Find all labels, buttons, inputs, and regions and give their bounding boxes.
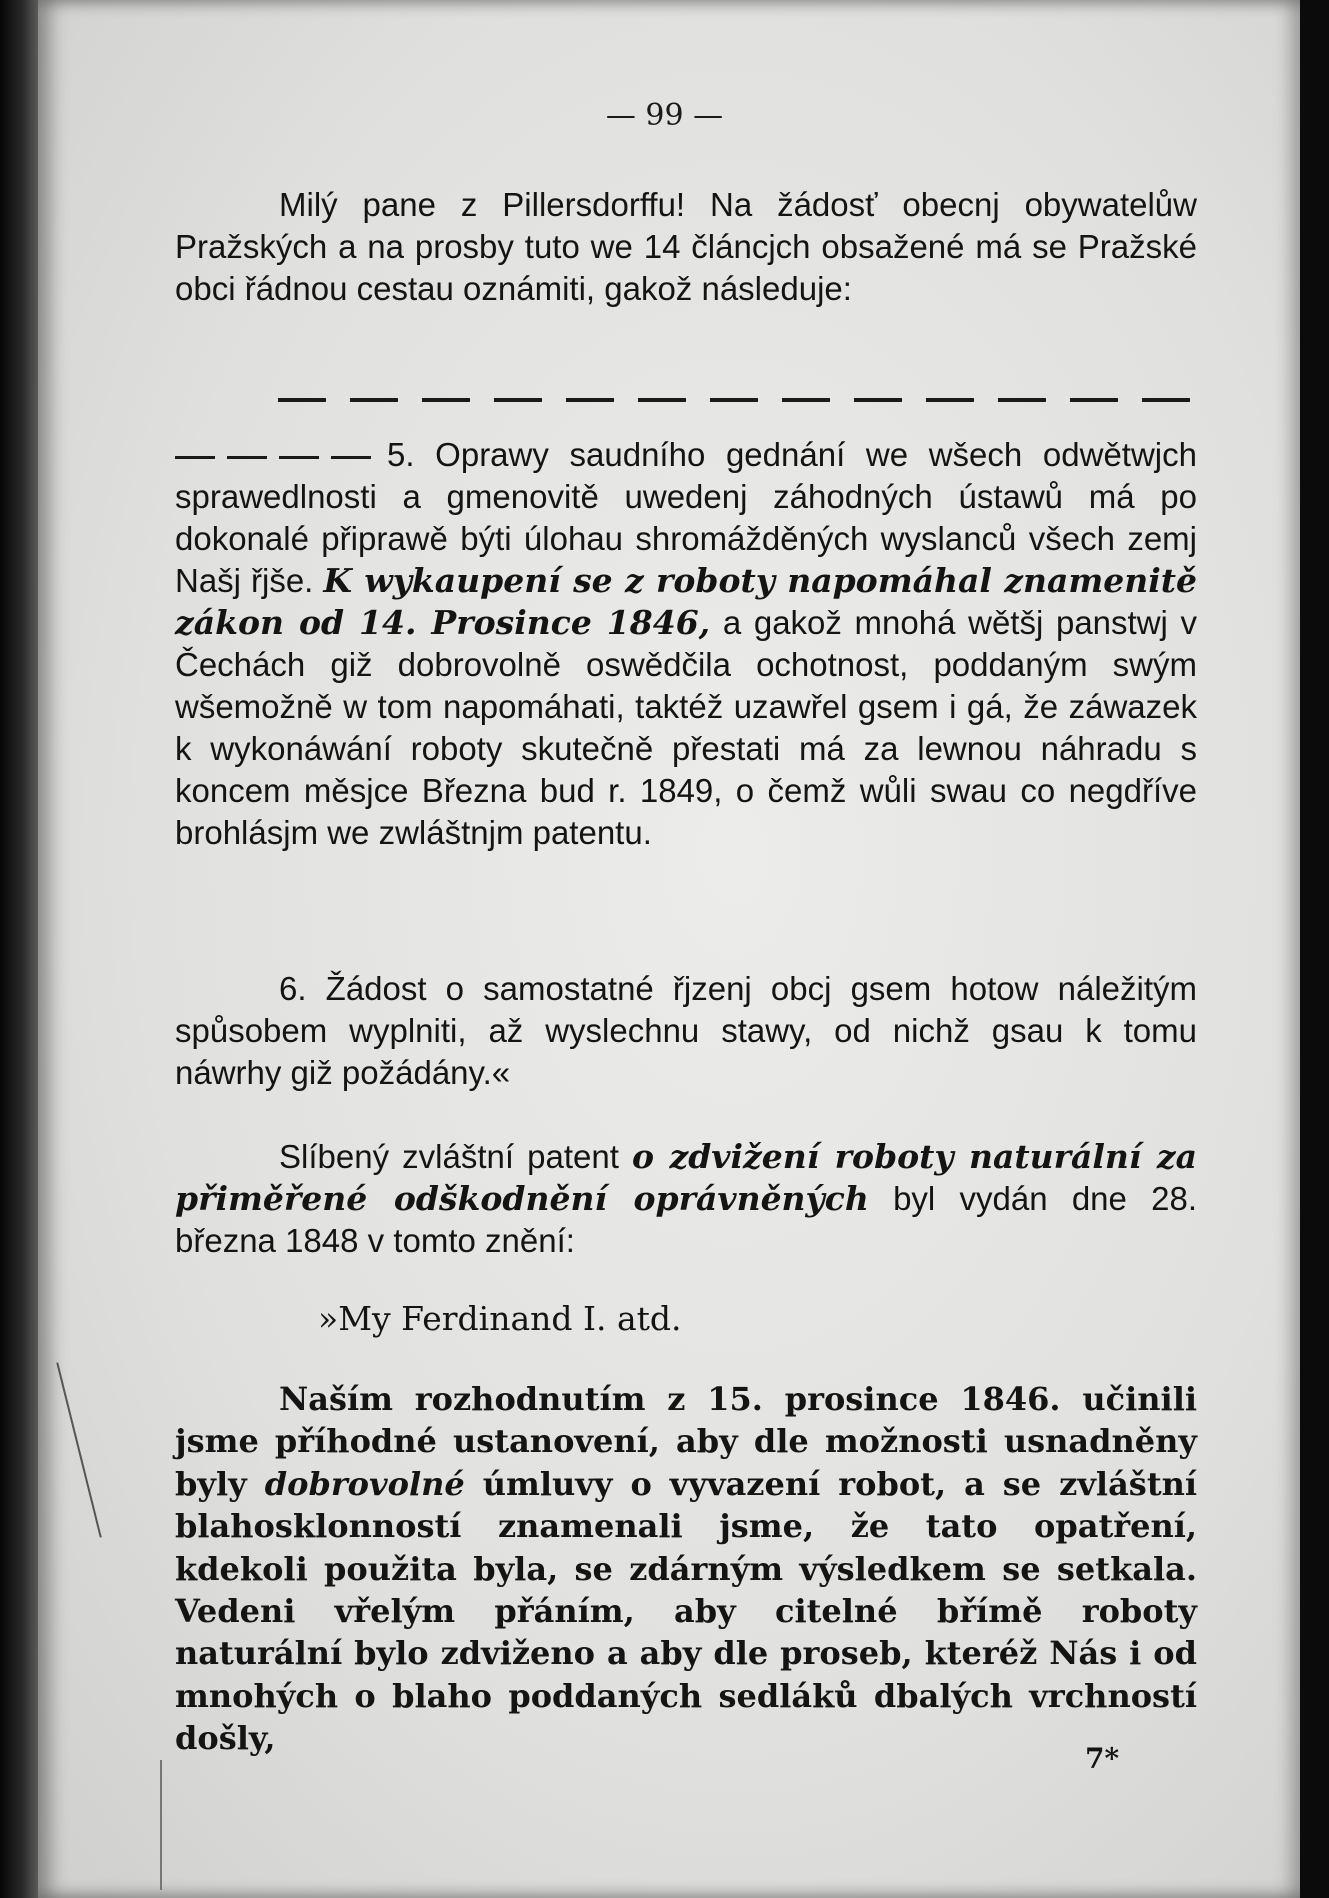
omission-dashes [278,398,1196,402]
paragraph-5 [318,1298,1198,1340]
paragraph-4 [175,1136,1197,1262]
paragraph-4-emphasis: o zdvižení roboty naturální za přiměřené odškodnění oprávněných [175,1137,1197,1218]
paragraph-2-emphasis: K wykaupení se z roboty napomáhal znamenitě zákon od 14. Prosince 1846, [175,561,1198,642]
paragraph-6-b: úmluvy o vyvazení robot, a se zvláštní blahosklonností znamenali jsme, že tato opatření, kdekoli použita byla, se zdárným výsledkem se setkala. Vedeni vřelým přáním, aby citelné břímě roboty naturální bylo zdviženo a aby dle proseb, kteréž Nás i od mnohých o blaho poddaných sedláků dbalých vrchností došly, [175,1464,1198,1758]
paragraph-6-emphasis: dobrovolné [264,1464,465,1503]
scan-scratch-line-lower [160,1760,162,1890]
paragraph-6-text [175,1378,1197,1760]
paragraph-6-a: Naším rozhodnutím z 15. prosince 1846. učinili jsme příhodné ustanovení, aby dle možnosti usnadněny byly [175,1380,1197,1503]
signature-mark: 7* [1085,1742,1120,1775]
book-spine-shadow [0,0,38,1898]
paragraph-4-text [175,1136,1197,1262]
paragraph-5-text: »My Ferdinand I. atd. [318,1299,682,1338]
paragraph-3 [175,968,1197,1094]
page-number: — 99 — [605,98,724,133]
paragraph-6 [175,1378,1197,1760]
paragraph-4-start: Slíbený zvláštní patent [279,1138,619,1175]
paragraph-2 [175,434,1197,854]
paragraph-3-text: 6. Žádost o samostatné řjzenj obcj gsem hotow náležitým spůsobem wyplniti, až wyslechnu stawy, od nichž gsau k tomu náwrhy giž požádány.« [175,970,1197,1091]
paragraph-2-end: a gakož mnohá wětšj panstwj v Čechách giž dobrovolně oswědčila ochotnost, poddaným swým wšemožně w tom napomáhati, taktéž uzawřel gsem i gá, že záwazek k wykonáwání roboty skutečně přestati má za lewnou náhradu s koncem měsjce Března bud r. 1849, o čemž wůli swau co negdříve brohlásjm we zwláštnjm patentu. [175,604,1198,851]
paragraph-1-text: Milý pane z Pillersdorffu! Na žádosť obecnj obywatelůw Pražských a na prosby tuto we 14 článcjch obsažené má se Pražské obci řádnou cestau oznámiti, gakož následuje: [175,186,1197,307]
paragraph-4-end: byl vydán dne 28. března 1848 v tomto znění: [175,1180,1197,1259]
paragraph-1 [175,184,1197,310]
paragraph-2-text [175,434,1197,854]
paragraph-2-start: 5. Oprawy saudního gednání we wšech odwětwjch sprawedlnosti a gmenovitě uwedenj záhodných ústawů má po dokonalé připrawě býti úlohau shromážděných wyslanců všech zemj Našj řjše. [175,436,1197,599]
lead-dashes [175,456,375,459]
